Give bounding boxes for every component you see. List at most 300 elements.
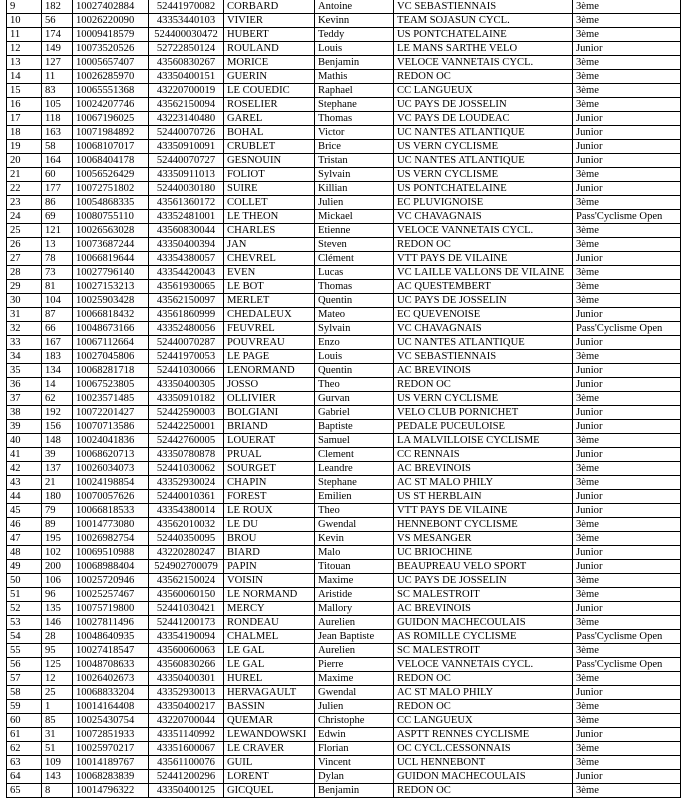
cell-last-name: ROULAND (224, 42, 315, 56)
cell-club: UC NANTES ATLANTIQUE (394, 126, 573, 140)
cell-first-name: Teddy (315, 28, 394, 42)
cell-rank: 10 (7, 14, 42, 28)
cell-category: 3ème (573, 196, 681, 210)
table-row (7, 280, 681, 294)
cell-bib: 69 (42, 210, 73, 224)
cell-first-name: Leandre (315, 462, 394, 476)
results-table-body (7, 0, 681, 798)
cell-bib: 200 (42, 560, 73, 574)
cell-uci-id: 43560830044 (149, 224, 224, 238)
cell-bib: 164 (42, 154, 73, 168)
cell-rank: 21 (7, 168, 42, 182)
cell-club: GUIDON MACHECOULAIS (394, 616, 573, 630)
table-row (7, 770, 681, 784)
cell-licence-number: 10065551368 (73, 84, 149, 98)
cell-club: US PONTCHATELAINE (394, 182, 573, 196)
table-row (7, 210, 681, 224)
cell-first-name: Samuel (315, 434, 394, 448)
cell-rank: 45 (7, 504, 42, 518)
cell-last-name: LENORMAND (224, 364, 315, 378)
cell-category: 3ème (573, 700, 681, 714)
table-row (7, 364, 681, 378)
cell-uci-id: 43352930013 (149, 686, 224, 700)
cell-club: REDON OC (394, 700, 573, 714)
cell-uci-id: 43350400394 (149, 238, 224, 252)
cell-club: VC CHAVAGNAIS (394, 210, 573, 224)
cell-category: 3ème (573, 574, 681, 588)
cell-club: VELOCE VANNETAIS CYCL. (394, 224, 573, 238)
cell-bib: 21 (42, 476, 73, 490)
cell-uci-id: 52442250001 (149, 420, 224, 434)
cell-rank: 33 (7, 336, 42, 350)
cell-uci-id: 43350911013 (149, 168, 224, 182)
cell-first-name: Mickael (315, 210, 394, 224)
cell-first-name: Louis (315, 350, 394, 364)
cell-licence-number: 10026982754 (73, 532, 149, 546)
results-table (6, 0, 681, 798)
cell-rank: 61 (7, 728, 42, 742)
cell-club: PEDALE PUCEULOISE (394, 420, 573, 434)
cell-licence-number: 10027418547 (73, 644, 149, 658)
cell-first-name: Mathis (315, 70, 394, 84)
table-row (7, 756, 681, 770)
cell-licence-number: 10014773080 (73, 518, 149, 532)
cell-category: 3ème (573, 168, 681, 182)
cell-category: Junior (573, 448, 681, 462)
cell-uci-id: 43354190094 (149, 630, 224, 644)
cell-club: LA MALVILLOISE CYCLISME (394, 434, 573, 448)
cell-uci-id: 52441970053 (149, 350, 224, 364)
table-row (7, 616, 681, 630)
cell-licence-number: 10025903428 (73, 294, 149, 308)
cell-rank: 30 (7, 294, 42, 308)
cell-club: VC CHAVAGNAIS (394, 322, 573, 336)
table-row (7, 434, 681, 448)
cell-licence-number: 10048673166 (73, 322, 149, 336)
cell-bib: 135 (42, 602, 73, 616)
cell-uci-id: 43560060063 (149, 644, 224, 658)
cell-bib: 143 (42, 770, 73, 784)
cell-rank: 20 (7, 154, 42, 168)
cell-category: 3ème (573, 56, 681, 70)
cell-rank: 40 (7, 434, 42, 448)
cell-rank: 59 (7, 700, 42, 714)
cell-last-name: CHALMEL (224, 630, 315, 644)
table-row (7, 56, 681, 70)
cell-licence-number: 10027153213 (73, 280, 149, 294)
cell-club: EC PLUVIGNOISE (394, 196, 573, 210)
cell-last-name: GICQUEL (224, 784, 315, 798)
cell-licence-number: 10068833204 (73, 686, 149, 700)
cell-first-name: Dylan (315, 770, 394, 784)
cell-first-name: Quentin (315, 364, 394, 378)
cell-bib: 11 (42, 70, 73, 84)
cell-first-name: Enzo (315, 336, 394, 350)
cell-rank: 52 (7, 602, 42, 616)
cell-category: Junior (573, 140, 681, 154)
cell-club: UC BRIOCHINE (394, 546, 573, 560)
cell-first-name: Kevin (315, 532, 394, 546)
cell-category: Junior (573, 770, 681, 784)
table-row (7, 196, 681, 210)
cell-uci-id: 43561360172 (149, 196, 224, 210)
cell-last-name: ROSELIER (224, 98, 315, 112)
cell-uci-id: 52442760005 (149, 434, 224, 448)
cell-club: AC BREVINOIS (394, 364, 573, 378)
cell-uci-id: 43354380014 (149, 504, 224, 518)
cell-last-name: OLLIVIER (224, 392, 315, 406)
cell-licence-number: 10023571485 (73, 392, 149, 406)
cell-last-name: GUERIN (224, 70, 315, 84)
cell-last-name: LOUERAT (224, 434, 315, 448)
cell-uci-id: 43562150097 (149, 294, 224, 308)
table-row (7, 28, 681, 42)
cell-club: UC NANTES ATLANTIQUE (394, 154, 573, 168)
cell-first-name: Julien (315, 700, 394, 714)
cell-first-name: Titouan (315, 560, 394, 574)
cell-last-name: LE GAL (224, 658, 315, 672)
cell-club: GUIDON MACHECOULAIS (394, 770, 573, 784)
cell-bib: 14 (42, 378, 73, 392)
table-row (7, 714, 681, 728)
cell-category: 3ème (573, 756, 681, 770)
cell-rank: 37 (7, 392, 42, 406)
cell-first-name: Clément (315, 252, 394, 266)
cell-first-name: Brice (315, 140, 394, 154)
cell-category: Junior (573, 546, 681, 560)
cell-club: VC PAYS DE LOUDEAC (394, 112, 573, 126)
cell-rank: 27 (7, 252, 42, 266)
cell-rank: 28 (7, 266, 42, 280)
cell-rank: 41 (7, 448, 42, 462)
cell-last-name: LE NORMAND (224, 588, 315, 602)
cell-last-name: VIVIER (224, 14, 315, 28)
cell-first-name: Aurelien (315, 644, 394, 658)
cell-rank: 48 (7, 546, 42, 560)
cell-club: AC ST MALO PHILY (394, 476, 573, 490)
cell-club: UC PAYS DE JOSSELIN (394, 574, 573, 588)
cell-club: EC QUEVENOISE (394, 308, 573, 322)
table-row (7, 406, 681, 420)
cell-uci-id: 43561100076 (149, 756, 224, 770)
cell-rank: 14 (7, 70, 42, 84)
cell-bib: 149 (42, 42, 73, 56)
cell-first-name: Louis (315, 42, 394, 56)
cell-first-name: Malo (315, 546, 394, 560)
table-row (7, 574, 681, 588)
table-row (7, 420, 681, 434)
cell-uci-id: 43223140480 (149, 112, 224, 126)
cell-category: 3ème (573, 392, 681, 406)
cell-rank: 54 (7, 630, 42, 644)
cell-first-name: Maxime (315, 574, 394, 588)
cell-first-name: Gwendal (315, 518, 394, 532)
cell-category: Pass'Cyclisme Open (573, 658, 681, 672)
cell-club: REDON OC (394, 378, 573, 392)
cell-last-name: MERLET (224, 294, 315, 308)
table-row (7, 168, 681, 182)
cell-rank: 62 (7, 742, 42, 756)
table-row (7, 602, 681, 616)
cell-last-name: BIARD (224, 546, 315, 560)
cell-bib: 95 (42, 644, 73, 658)
cell-uci-id: 43560830267 (149, 56, 224, 70)
cell-last-name: BASSIN (224, 700, 315, 714)
cell-club: VC LAILLE VALLONS DE VILAINE (394, 266, 573, 280)
table-row (7, 742, 681, 756)
cell-bib: 104 (42, 294, 73, 308)
cell-uci-id: 52441030062 (149, 462, 224, 476)
cell-bib: 73 (42, 266, 73, 280)
cell-uci-id: 43350400217 (149, 700, 224, 714)
cell-bib: 174 (42, 28, 73, 42)
cell-uci-id: 43352480056 (149, 322, 224, 336)
cell-uci-id: 52440030180 (149, 182, 224, 196)
cell-rank: 31 (7, 308, 42, 322)
cell-rank: 49 (7, 560, 42, 574)
cell-licence-number: 10025257467 (73, 588, 149, 602)
table-row (7, 42, 681, 56)
cell-last-name: HUREL (224, 672, 315, 686)
cell-last-name: BROU (224, 532, 315, 546)
cell-last-name: GAREL (224, 112, 315, 126)
cell-licence-number: 10067112664 (73, 336, 149, 350)
cell-category: 3ème (573, 644, 681, 658)
cell-category: Junior (573, 728, 681, 742)
cell-uci-id: 52442590003 (149, 406, 224, 420)
cell-first-name: Sylvain (315, 168, 394, 182)
cell-club: US VERN CYCLISME (394, 168, 573, 182)
cell-last-name: MERCY (224, 602, 315, 616)
cell-club: UCL HENNEBONT (394, 756, 573, 770)
table-row (7, 126, 681, 140)
cell-licence-number: 10014796322 (73, 784, 149, 798)
cell-category: 3ème (573, 616, 681, 630)
cell-licence-number: 10068404178 (73, 154, 149, 168)
cell-club: UC PAYS DE JOSSELIN (394, 98, 573, 112)
cell-last-name: LE DU (224, 518, 315, 532)
cell-uci-id: 43351140992 (149, 728, 224, 742)
cell-licence-number: 10072851933 (73, 728, 149, 742)
cell-first-name: Pierre (315, 658, 394, 672)
cell-category: 3ème (573, 350, 681, 364)
cell-bib: 146 (42, 616, 73, 630)
cell-last-name: HERVAGAULT (224, 686, 315, 700)
cell-first-name: Florian (315, 742, 394, 756)
cell-licence-number: 10067196025 (73, 112, 149, 126)
cell-first-name: Maxime (315, 672, 394, 686)
cell-uci-id: 43352930024 (149, 476, 224, 490)
cell-licence-number: 10067523805 (73, 378, 149, 392)
cell-rank: 38 (7, 406, 42, 420)
cell-bib: 87 (42, 308, 73, 322)
cell-first-name: Christophe (315, 714, 394, 728)
cell-licence-number: 10069510988 (73, 546, 149, 560)
cell-uci-id: 43350400301 (149, 672, 224, 686)
cell-licence-number: 10009418579 (73, 28, 149, 42)
cell-category: Junior (573, 378, 681, 392)
cell-last-name: GESNOUIN (224, 154, 315, 168)
cell-bib: 192 (42, 406, 73, 420)
cell-rank: 32 (7, 322, 42, 336)
cell-first-name: Tristan (315, 154, 394, 168)
cell-first-name: Stephane (315, 98, 394, 112)
cell-club: HENNEBONT CYCLISME (394, 518, 573, 532)
cell-category: 3ème (573, 70, 681, 84)
cell-licence-number: 10014164408 (73, 700, 149, 714)
cell-uci-id: 43562150024 (149, 574, 224, 588)
table-row (7, 546, 681, 560)
cell-uci-id: 43560830266 (149, 658, 224, 672)
cell-licence-number: 10024041836 (73, 434, 149, 448)
cell-rank: 53 (7, 616, 42, 630)
cell-licence-number: 10027796140 (73, 266, 149, 280)
cell-uci-id: 43352481001 (149, 210, 224, 224)
cell-category: 3ème (573, 294, 681, 308)
cell-first-name: Baptiste (315, 420, 394, 434)
cell-uci-id: 43354420043 (149, 266, 224, 280)
cell-bib: 106 (42, 574, 73, 588)
cell-bib: 156 (42, 420, 73, 434)
cell-club: AC ST MALO PHILY (394, 686, 573, 700)
cell-licence-number: 10026034073 (73, 462, 149, 476)
cell-uci-id: 43560060150 (149, 588, 224, 602)
cell-uci-id: 43350780878 (149, 448, 224, 462)
cell-category: Pass'Cyclisme Open (573, 630, 681, 644)
cell-licence-number: 10072751802 (73, 182, 149, 196)
cell-club: VC SEBASTIENNAIS (394, 350, 573, 364)
cell-first-name: Jean Baptiste (315, 630, 394, 644)
cell-licence-number: 10072201427 (73, 406, 149, 420)
cell-club: VELOCE VANNETAIS CYCL. (394, 56, 573, 70)
cell-bib: 58 (42, 140, 73, 154)
cell-licence-number: 10066818533 (73, 504, 149, 518)
cell-club: SC MALESTROIT (394, 588, 573, 602)
table-row (7, 700, 681, 714)
cell-last-name: LE THEON (224, 210, 315, 224)
cell-club: CC LANGUEUX (394, 714, 573, 728)
cell-club: REDON OC (394, 784, 573, 798)
cell-last-name: CHEVREL (224, 252, 315, 266)
cell-club: OC CYCL.CESSONNAIS (394, 742, 573, 756)
cell-last-name: GUIL (224, 756, 315, 770)
cell-uci-id: 43353440103 (149, 14, 224, 28)
cell-last-name: SOURGET (224, 462, 315, 476)
table-row (7, 518, 681, 532)
cell-category: Junior (573, 182, 681, 196)
cell-club: AC BREVINOIS (394, 602, 573, 616)
cell-rank: 25 (7, 224, 42, 238)
cell-last-name: LE CRAVER (224, 742, 315, 756)
cell-bib: 60 (42, 168, 73, 182)
cell-bib: 102 (42, 546, 73, 560)
cell-uci-id: 43220700044 (149, 714, 224, 728)
cell-uci-id: 43354380057 (149, 252, 224, 266)
cell-licence-number: 10054868335 (73, 196, 149, 210)
cell-last-name: CORBARD (224, 0, 315, 14)
cell-last-name: LE COUEDIC (224, 84, 315, 98)
cell-first-name: Thomas (315, 112, 394, 126)
cell-club: AS ROMILLE CYCLISME (394, 630, 573, 644)
cell-bib: 177 (42, 182, 73, 196)
cell-rank: 19 (7, 140, 42, 154)
cell-uci-id: 52441030421 (149, 602, 224, 616)
cell-first-name: Kevinn (315, 14, 394, 28)
cell-uci-id: 52441030066 (149, 364, 224, 378)
cell-uci-id: 52722850124 (149, 42, 224, 56)
cell-rank: 57 (7, 672, 42, 686)
cell-club: US ST HERBLAIN (394, 490, 573, 504)
table-row (7, 308, 681, 322)
table-row (7, 0, 681, 14)
cell-bib: 182 (42, 0, 73, 14)
cell-uci-id: 52440010361 (149, 490, 224, 504)
table-row (7, 238, 681, 252)
cell-club: VELO CLUB PORNICHET (394, 406, 573, 420)
cell-licence-number: 10025720946 (73, 574, 149, 588)
table-row (7, 672, 681, 686)
cell-rank: 60 (7, 714, 42, 728)
cell-rank: 44 (7, 490, 42, 504)
cell-uci-id: 52440070726 (149, 126, 224, 140)
cell-licence-number: 10073687244 (73, 238, 149, 252)
cell-rank: 18 (7, 126, 42, 140)
cell-category: 3ème (573, 28, 681, 42)
cell-licence-number: 10056526429 (73, 168, 149, 182)
cell-bib: 183 (42, 350, 73, 364)
cell-club: US VERN CYCLISME (394, 392, 573, 406)
cell-bib: 83 (42, 84, 73, 98)
cell-club: VTT PAYS DE VILAINE (394, 504, 573, 518)
cell-licence-number: 10025430754 (73, 714, 149, 728)
cell-uci-id: 43350400125 (149, 784, 224, 798)
cell-rank: 11 (7, 28, 42, 42)
cell-category: 3ème (573, 532, 681, 546)
cell-category: 3ème (573, 280, 681, 294)
cell-bib: 89 (42, 518, 73, 532)
cell-first-name: Raphael (315, 84, 394, 98)
cell-last-name: JAN (224, 238, 315, 252)
cell-first-name: Vincent (315, 756, 394, 770)
table-row (7, 14, 681, 28)
cell-licence-number: 10048708633 (73, 658, 149, 672)
cell-category: Junior (573, 364, 681, 378)
cell-category: Junior (573, 406, 681, 420)
cell-last-name: JOSSO (224, 378, 315, 392)
cell-rank: 58 (7, 686, 42, 700)
cell-first-name: Mateo (315, 308, 394, 322)
cell-club: LE MANS SARTHE VELO (394, 42, 573, 56)
cell-first-name: Victor (315, 126, 394, 140)
cell-club: US PONTCHATELAINE (394, 28, 573, 42)
cell-category: Junior (573, 154, 681, 168)
cell-bib: 86 (42, 196, 73, 210)
cell-club: AC BREVINOIS (394, 462, 573, 476)
cell-rank: 29 (7, 280, 42, 294)
cell-bib: 118 (42, 112, 73, 126)
cell-club: VS MESANGER (394, 532, 573, 546)
cell-category: 3ème (573, 434, 681, 448)
cell-bib: 51 (42, 742, 73, 756)
cell-licence-number: 10068988404 (73, 560, 149, 574)
cell-licence-number: 10026220090 (73, 14, 149, 28)
cell-bib: 66 (42, 322, 73, 336)
cell-club: VELOCE VANNETAIS CYCL. (394, 658, 573, 672)
cell-rank: 13 (7, 56, 42, 70)
cell-first-name: Stephane (315, 476, 394, 490)
table-row (7, 728, 681, 742)
cell-rank: 17 (7, 112, 42, 126)
